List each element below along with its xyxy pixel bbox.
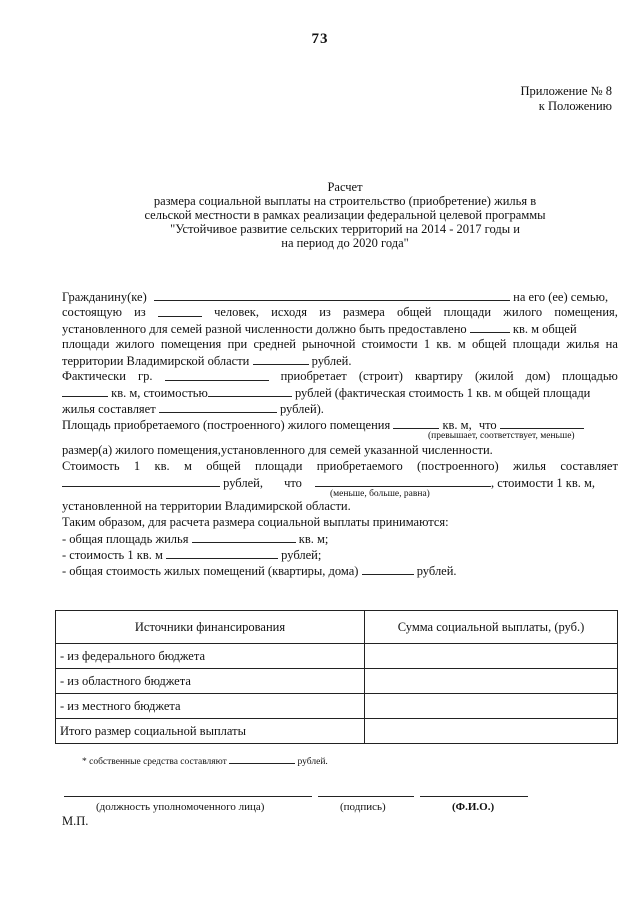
word: (строит) xyxy=(358,369,403,383)
total-area-unit: кв. м; xyxy=(298,532,329,546)
total-cost-text: - общая стоимость жилых помещений (квартиры, дома) xyxy=(62,564,359,578)
paragraph-line-2 xyxy=(62,305,618,320)
paragraph-line-12 xyxy=(62,475,595,491)
word: площади xyxy=(443,305,492,319)
actual-cost-field[interactable] xyxy=(208,385,292,397)
word: кв. xyxy=(154,459,170,473)
own-funds-note xyxy=(82,754,328,768)
word: из xyxy=(134,305,146,319)
unit-cost-field[interactable] xyxy=(166,547,278,559)
unit-cost-text: - стоимость 1 кв. м xyxy=(62,548,163,562)
area-comparison-hint: (превышает, соответствует, меньше) xyxy=(428,431,575,441)
paragraph-line-4 xyxy=(62,337,618,352)
cost-comparison-hint: (меньше, больше, равна) xyxy=(330,489,430,499)
paragraph-line-10: размер(а) жилого помещения,установленного для семей указанной численности. xyxy=(62,443,493,457)
word: составляет xyxy=(560,459,618,473)
title-line: "Устойчивое развитие сельских территорий на 2014 - 2017 годы и xyxy=(170,222,520,236)
word: м xyxy=(457,337,466,351)
buyer-name-field[interactable] xyxy=(165,369,269,381)
total-cost-unit: рублей. xyxy=(416,564,457,578)
paragraph-line-3 xyxy=(62,321,577,337)
paragraph-line-16 xyxy=(62,547,321,563)
word: площади xyxy=(255,459,303,473)
word: средней xyxy=(253,337,296,351)
amount-cell[interactable] xyxy=(365,694,618,719)
area-compare-text: Площадь приобретаемого (построенного) жилого помещения xyxy=(62,418,391,432)
page-number: 73 xyxy=(311,31,329,47)
title-line: размера социальной выплаты на строительство (приобретение) жилья в xyxy=(153,194,537,208)
word: исходя xyxy=(271,305,308,319)
word: площадью xyxy=(562,369,618,383)
what-text-2: что xyxy=(284,476,302,490)
word: (жилой xyxy=(474,369,514,383)
word: жилого xyxy=(115,337,155,351)
norm-unit: кв. м общей xyxy=(512,322,577,336)
actual-area-field[interactable] xyxy=(62,385,108,397)
word: 1 xyxy=(133,459,141,473)
unit-cost-unit: рублей; xyxy=(281,548,322,562)
citizen-name-field[interactable] xyxy=(154,289,510,301)
cost-unit: рублей, xyxy=(223,476,263,490)
citizen-label: Гражданину(ке) xyxy=(62,290,147,304)
word: на xyxy=(605,337,618,351)
norm-area-field[interactable] xyxy=(470,321,510,333)
table-header-row xyxy=(56,611,618,644)
word: общей xyxy=(206,459,241,473)
table-row xyxy=(56,694,618,719)
position-caption: (должность уполномоченного лица) xyxy=(96,801,265,813)
document-title xyxy=(110,180,580,250)
word: жилья xyxy=(566,337,600,351)
word: площади xyxy=(512,337,561,351)
paragraph-line-11 xyxy=(62,459,618,474)
financing-table xyxy=(55,610,618,744)
column-header: Источники финансирования xyxy=(56,611,365,644)
source-cell: - из федерального бюджета xyxy=(56,644,365,669)
paragraph-line-13: установленной на территории Владимирской области. xyxy=(62,499,351,513)
total-cost-field[interactable] xyxy=(362,563,414,575)
avg-price-field[interactable] xyxy=(253,353,309,365)
paragraph-line-6 xyxy=(62,369,618,384)
word: м xyxy=(183,459,192,473)
area-unit: кв. м, xyxy=(442,418,472,432)
word: приобретает xyxy=(280,369,347,383)
word: при xyxy=(227,337,248,351)
signature-line[interactable] xyxy=(318,796,414,797)
word: (построенного) xyxy=(417,459,499,473)
name-signature-line[interactable] xyxy=(420,796,528,797)
title-heading: Расчет xyxy=(327,180,363,194)
what-text: что xyxy=(478,418,497,432)
appendix-line-2: к Положению xyxy=(538,99,612,113)
total-area-field[interactable] xyxy=(192,531,296,543)
total-area-text: - общая площадь жилья xyxy=(62,532,189,546)
actual-price-field[interactable] xyxy=(159,401,277,413)
paragraph-line-17 xyxy=(62,563,457,579)
name-caption: (Ф.И.О.) xyxy=(452,801,495,813)
amount-cell[interactable] xyxy=(365,669,618,694)
word: общей xyxy=(397,305,432,319)
table-row xyxy=(56,669,618,694)
paragraph-line-8 xyxy=(62,401,324,417)
area-compare-field[interactable] xyxy=(393,417,439,429)
stamp-place: М.П. xyxy=(62,814,89,828)
appendix-line-1: Приложение № 8 xyxy=(520,84,612,98)
word: размера xyxy=(343,305,385,319)
paragraph-line-7 xyxy=(62,385,590,401)
norm-text: установленного для семей разной численности должно быть предоставлено xyxy=(62,322,467,336)
word: квартиру xyxy=(414,369,463,383)
citizen-suffix: на его (ее) семью, xyxy=(513,290,609,304)
word: помещения, xyxy=(554,305,618,319)
word: состоящую xyxy=(62,305,122,319)
word: гр. xyxy=(137,369,153,383)
actual-area-unit: кв. м, стоимостью xyxy=(111,386,208,400)
word: общей xyxy=(471,337,507,351)
source-cell: - из местного бюджета xyxy=(56,694,365,719)
word: жилья xyxy=(513,459,547,473)
paragraph-line-15 xyxy=(62,531,328,547)
price-unit: рублей). xyxy=(279,402,324,416)
cost-field[interactable] xyxy=(62,475,220,487)
currency-text: рублей. xyxy=(311,354,352,368)
cost-comparison-field[interactable] xyxy=(315,475,491,487)
family-size-field[interactable] xyxy=(158,305,202,317)
source-cell: - из областного бюджета xyxy=(56,669,365,694)
column-header: Сумма социальной выплаты, (руб.) xyxy=(365,611,618,644)
amount-cell[interactable] xyxy=(365,644,618,669)
appendix-reference xyxy=(520,84,612,114)
cost-compare-text: , стоимости 1 кв. м, xyxy=(491,476,596,490)
word: помещения xyxy=(160,337,222,351)
title-line: сельской местности в рамках реализации федеральной целевой программы xyxy=(144,208,546,222)
own-funds-field[interactable] xyxy=(229,754,295,764)
table-row xyxy=(56,719,618,744)
word: Стоимость xyxy=(62,459,120,473)
word: 1 xyxy=(423,337,431,351)
word: Фактически xyxy=(62,369,126,383)
area-comparison-field[interactable] xyxy=(500,417,584,429)
word: рыночной xyxy=(302,337,356,351)
title-line: на период до 2020 года" xyxy=(281,236,409,250)
word: кв. xyxy=(436,337,452,351)
word: из xyxy=(319,305,331,319)
paragraph-line-5 xyxy=(62,353,351,369)
position-signature-line[interactable] xyxy=(64,796,312,797)
amount-cell[interactable] xyxy=(365,719,618,744)
paragraph-line-1 xyxy=(62,289,608,305)
word: жилого xyxy=(503,305,543,319)
table-row xyxy=(56,644,618,669)
note-suffix: рублей. xyxy=(297,757,328,767)
note-prefix: * собственные средства составляют xyxy=(82,757,227,767)
signature-caption: (подпись) xyxy=(340,801,386,813)
word: стоимости xyxy=(361,337,418,351)
source-cell: Итого размер социальной выплаты xyxy=(56,719,365,744)
word: дом) xyxy=(525,369,551,383)
word: площади xyxy=(62,337,110,351)
word: приобретаемого xyxy=(316,459,403,473)
paragraph-line-14: Таким образом, для расчета размера социальной выплаты принимаются: xyxy=(62,515,449,529)
price-text: жилья составляет xyxy=(62,402,156,416)
word: человек, xyxy=(214,305,259,319)
actual-cost-text: рублей (фактическая стоимость 1 кв. м общей площади xyxy=(294,386,591,400)
region-text: территории Владимирской области xyxy=(62,354,250,368)
